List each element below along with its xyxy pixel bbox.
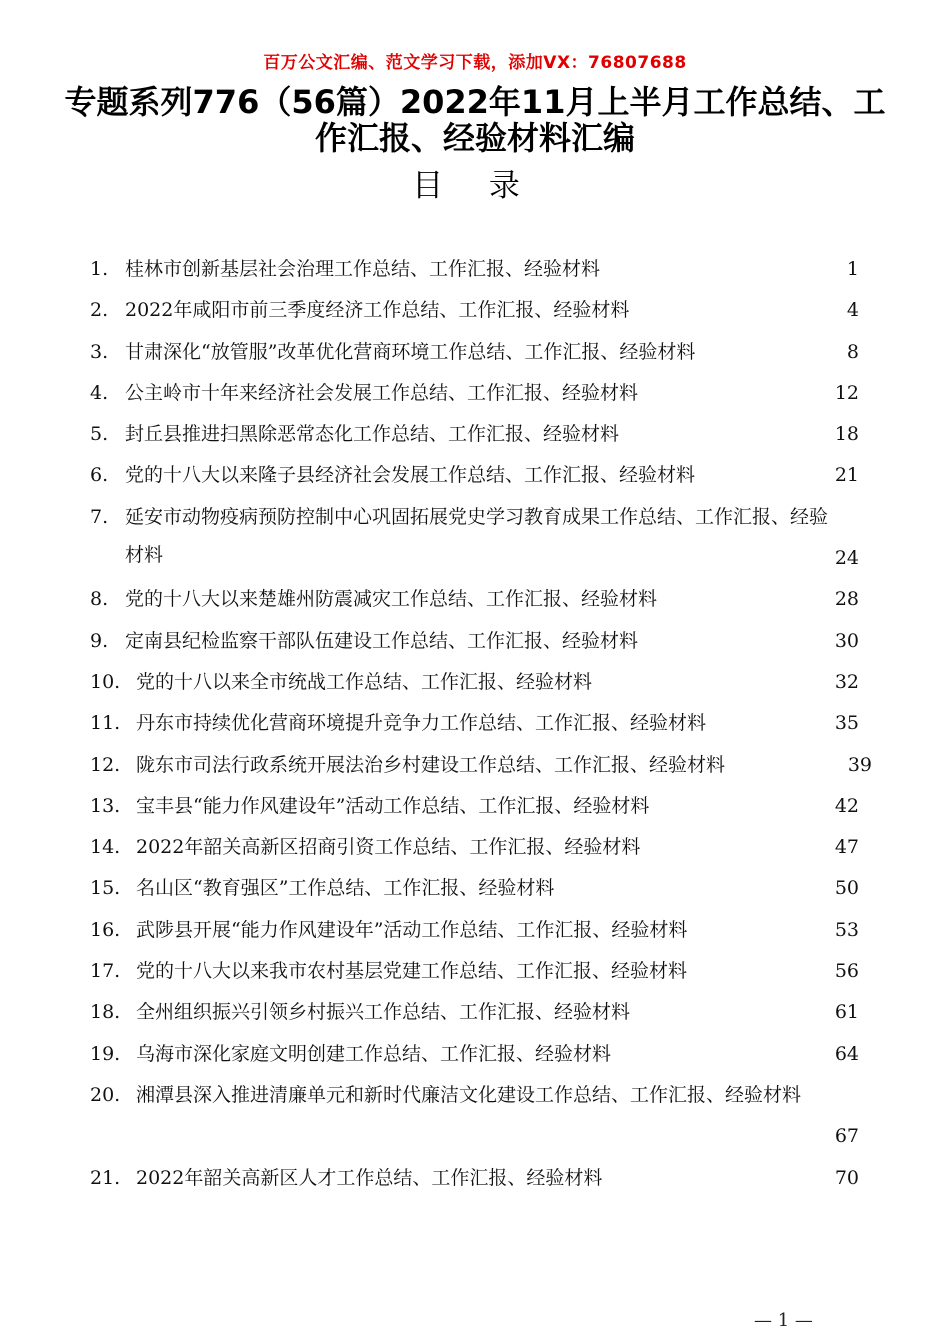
toc-entry[interactable]	[0, 952, 950, 993]
toc-entry[interactable]	[0, 869, 950, 910]
toc-heading: 目 录	[412, 168, 538, 204]
entry-page: 42	[834, 794, 859, 817]
toc-entry[interactable]	[0, 580, 950, 621]
entry-page: 4	[846, 299, 859, 322]
toc-entry[interactable]	[0, 1076, 950, 1159]
entry-page: 12	[834, 381, 859, 404]
entry-number: 16.	[90, 918, 121, 941]
entry-title: 2022年咸阳市前三季度经济工作总结、工作汇报、经验材料	[125, 299, 630, 322]
entry-number: 9.	[90, 629, 109, 652]
entry-page: 8	[846, 340, 859, 363]
entry-title: 党的十八以来全市统战工作总结、工作汇报、经验材料	[136, 670, 593, 693]
entry-number: 7.	[90, 505, 109, 528]
entry-page: 1	[846, 258, 859, 280]
entry-number: 10.	[90, 670, 121, 693]
entry-title: 延安市动物疫病预防控制中心巩固拓展党史学习教育成果工作总结、工作汇报、经验材料	[125, 505, 829, 566]
toc-entry[interactable]	[0, 1035, 950, 1076]
toc-entry[interactable]	[0, 746, 950, 787]
toc-entry[interactable]	[0, 333, 950, 374]
entry-title: 甘肃深化“放管服”改革优化营商环境工作总结、工作汇报、经验材料	[125, 340, 696, 363]
entry-number: 4.	[90, 381, 109, 404]
entry-number: 1.	[90, 258, 109, 280]
entry-page: 18	[834, 423, 859, 446]
entry-number: 12.	[90, 753, 121, 776]
toc-entry[interactable]	[0, 374, 950, 415]
toc-entry[interactable]	[0, 456, 950, 497]
entry-page: 21	[834, 464, 859, 487]
toc-entry[interactable]	[0, 704, 950, 745]
entry-page: 30	[834, 629, 859, 652]
entry-title: 党的十八大以来我市农村基层党建工作总结、工作汇报、经验材料	[136, 960, 688, 983]
entry-number: 2.	[90, 299, 109, 322]
entry-title: 武陟县开展“能力作风建设年”活动工作总结、工作汇报、经验材料	[136, 918, 688, 941]
entry-title: 陇东市司法行政系统开展法治乡村建设工作总结、工作汇报、经验材料	[136, 753, 726, 776]
entry-title: 公主岭市十年来经济社会发展工作总结、工作汇报、经验材料	[125, 381, 639, 404]
entry-number: 20.	[90, 1083, 121, 1106]
entry-title: 2022年韶关高新区招商引资工作总结、工作汇报、经验材料	[136, 836, 641, 859]
entry-title: 党的十八大以来楚雄州防震减灾工作总结、工作汇报、经验材料	[125, 588, 658, 611]
entry-number: 18.	[90, 1001, 121, 1024]
toc-entry[interactable]	[0, 415, 950, 456]
toc-entry[interactable]	[0, 291, 950, 332]
entry-page: 47	[834, 836, 859, 859]
toc-entry[interactable]	[0, 250, 950, 291]
entry-page: 56	[834, 960, 859, 983]
entry-title: 乌海市深化家庭文明创建工作总结、工作汇报、经验材料	[136, 1042, 612, 1065]
toc-entry[interactable]	[0, 622, 950, 663]
toc-entry[interactable]	[0, 498, 950, 581]
entry-number: 6.	[90, 464, 109, 487]
entry-number: 21.	[90, 1166, 121, 1189]
toc-entry[interactable]	[0, 1159, 950, 1200]
entry-page: 67	[834, 1125, 859, 1148]
entry-title: 全州组织振兴引领乡村振兴工作总结、工作汇报、经验材料	[136, 1001, 631, 1024]
document-title: 专题系列776（56篇）2022年11月上半月工作总结、工作汇报、经验材料汇编	[64, 83, 886, 157]
entry-number: 5.	[90, 423, 109, 446]
entry-title: 封丘县推进扫黑除恶常态化工作总结、工作汇报、经验材料	[125, 423, 620, 446]
entry-title: 丹东市持续优化营商环境提升竞争力工作总结、工作汇报、经验材料	[136, 712, 707, 735]
entry-number: 11.	[90, 712, 121, 735]
entry-page: 64	[834, 1042, 859, 1065]
entry-page: 39	[847, 753, 872, 776]
entry-title: 桂林市创新基层社会治理工作总结、工作汇报、经验材料	[125, 258, 601, 280]
entry-title: 定南县纪检监察干部队伍建设工作总结、工作汇报、经验材料	[125, 629, 639, 652]
entry-number: 8.	[90, 588, 109, 611]
entry-title: 宝丰县“能力作风建设年”活动工作总结、工作汇报、经验材料	[136, 794, 650, 817]
toc-entry[interactable]	[0, 911, 950, 952]
table-of-contents	[0, 250, 950, 1200]
toc-entry[interactable]	[0, 663, 950, 704]
toc-entry[interactable]	[0, 828, 950, 869]
toc-entry[interactable]	[0, 787, 950, 828]
entry-page: 50	[834, 877, 859, 900]
toc-entry[interactable]	[0, 993, 950, 1034]
entry-title: 名山区“教育强区”工作总结、工作汇报、经验材料	[136, 877, 555, 900]
entry-page: 28	[834, 588, 859, 611]
entry-page: 35	[834, 712, 859, 735]
entry-number: 3.	[90, 340, 109, 363]
entry-number: 15.	[90, 877, 121, 900]
entry-page: 70	[834, 1166, 859, 1189]
entry-number: 19.	[90, 1042, 121, 1065]
entry-page: 53	[834, 918, 859, 941]
entry-number: 14.	[90, 836, 121, 859]
entry-title: 湘潭县深入推进清廉单元和新时代廉洁文化建设工作总结、工作汇报、经验材料	[136, 1083, 802, 1106]
entry-page: 32	[834, 670, 859, 693]
entry-title: 2022年韶关高新区人才工作总结、工作汇报、经验材料	[136, 1166, 603, 1189]
entry-title: 党的十八大以来隆子县经济社会发展工作总结、工作汇报、经验材料	[125, 464, 696, 487]
entry-page: 61	[834, 1001, 859, 1024]
promo-banner: 百万公文汇编、范文学习下载，添加VX：76807688	[263, 53, 687, 73]
entry-number: 17.	[90, 960, 121, 983]
page-number-footer: — 1 —	[754, 1310, 813, 1331]
entry-number: 13.	[90, 794, 121, 817]
entry-page: 24	[834, 547, 859, 570]
